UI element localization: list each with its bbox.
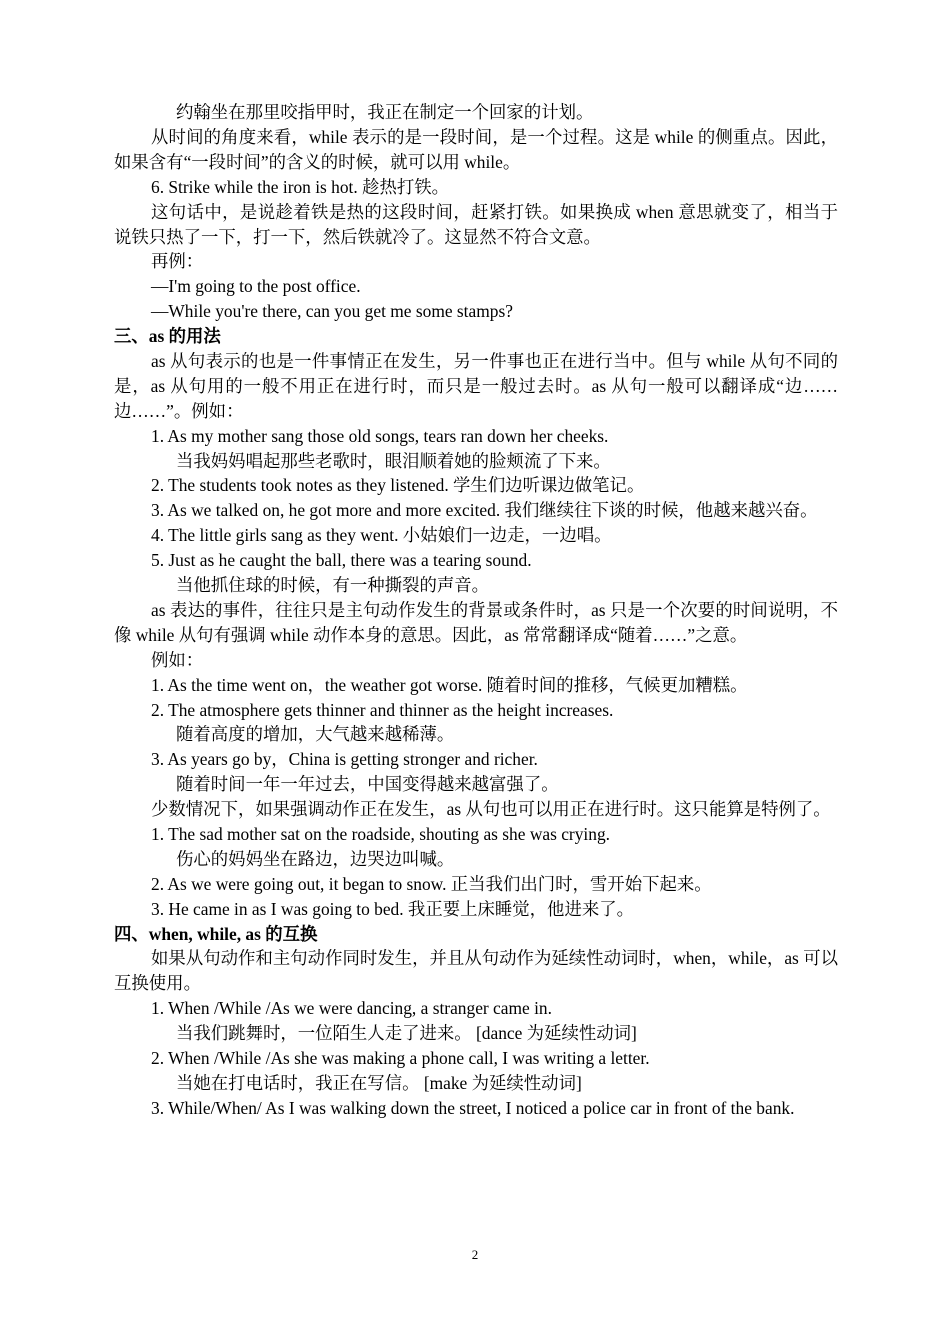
page-number: 2	[471, 1247, 479, 1262]
example-line: 2. The atmosphere gets thinner and thinner as the height increases.	[151, 699, 614, 720]
text-line: 约翰坐在那里咬指甲时，我正在制定一个回家的计划。	[176, 102, 594, 122]
translation-line: 当她在打电话时，我正在写信。 [make 为延续性动词]	[176, 1072, 582, 1093]
example-line: 2. As we were going out, it began to snow. 正当我们出门时，雪开始下起来。	[151, 873, 712, 894]
example-line: 3. While/When/ As I was walking down the street, I noticed a police car in front of the bank.	[151, 1097, 795, 1118]
dialogue-line: —I'm going to the post office.	[151, 276, 361, 297]
example-line: 1. As the time went on，the weather got worse. 随着时间的推移，气候更加糟糕。	[151, 674, 748, 695]
example-line: 3. As years go by，China is getting stronger and richer.	[151, 749, 538, 770]
example-line: 3. He came in as I was going to bed. 我正要上床睡觉，他进来了。	[151, 898, 635, 919]
paragraph: 从时间的角度来看，while 表示的是一段时间，是一个过程。这是 while 的侧重点。因此，如果含有“一段时间”的含义的时候，就可以用 while。	[114, 126, 838, 172]
dialogue-line: —While you're there, can you get me some stamps?	[151, 301, 513, 322]
paragraph: 如果从句动作和主句动作同时发生，并且从句动作为延续性动词时，when，while，as 可以互换使用。	[114, 948, 838, 994]
example-line: 4. The little girls sang as they went. 小姑娘们一边走，一边唱。	[151, 525, 612, 546]
page-body	[114, 100, 838, 1121]
example-line: 1. When /While /As we were dancing, a stranger came in.	[151, 998, 552, 1019]
example-line: 6. Strike while the iron is hot. 趁热打铁。	[151, 176, 450, 197]
translation-line: 伤心的妈妈坐在路边，边哭边叫喊。	[176, 848, 455, 869]
translation-line: 当我妈妈唱起那些老歌时，眼泪顺着她的脸颊流了下来。	[176, 450, 611, 471]
example-line: 2. When /While /As she was making a phone call, I was writing a letter.	[151, 1048, 650, 1069]
paragraph: as 从句表示的也是一件事情正在发生，另一件事也正在进行当中。但与 while 从句不同的是，as 从句用的一般不用正在进行时，而只是一般过去时。as 从句一般可以翻译成“边……边……”。例如：	[114, 350, 838, 421]
translation-line: 当我们跳舞时，一位陌生人走了进来。 [dance 为延续性动词]	[176, 1023, 637, 1044]
section-heading: 三、as 的用法	[114, 326, 221, 347]
example-line: 1. The sad mother sat on the roadside, shouting as she was crying.	[151, 824, 610, 844]
text-line: 例如：	[151, 649, 204, 670]
paragraph: 这句话中，是说趁着铁是热的这段时间，赶紧打铁。如果换成 when 意思就变了，相当于说铁只热了一下，打一下，然后铁就冷了。这显然不符合文意。	[114, 201, 838, 247]
paragraph: as 表达的事件，往往只是主句动作发生的背景或条件时，as 只是一个次要的时间说明，不像 while 从句有强调 while 动作本身的意思。因此，as 常常翻译成“随着……”之意。	[114, 599, 838, 645]
translation-line: 随着时间一年一年过去，中国变得越来越富强了。	[176, 774, 559, 795]
paragraph: 少数情况下，如果强调动作正在发生，as 从句也可以用正在进行时。这只能算是特例了。	[151, 799, 831, 820]
section-heading: 四、when, while, as 的互换	[114, 923, 318, 944]
example-paragraph: 3. As we talked on, he got more and more excited. 我们继续往下谈的时候，他越来越兴奋。	[151, 500, 818, 521]
translation-line: 当他抓住球的时候，有一种撕裂的声音。	[176, 575, 490, 596]
example-line: 5. Just as he caught the ball, there was a tearing sound.	[151, 550, 532, 571]
translation-line: 随着高度的增加，大气越来越稀薄。	[176, 724, 455, 745]
example-line: 2. The students took notes as they listened. 学生们边听课边做笔记。	[151, 475, 645, 496]
text-line: 再例：	[151, 251, 204, 272]
example-line: 1. As my mother sang those old songs, tears ran down her cheeks.	[151, 425, 609, 446]
